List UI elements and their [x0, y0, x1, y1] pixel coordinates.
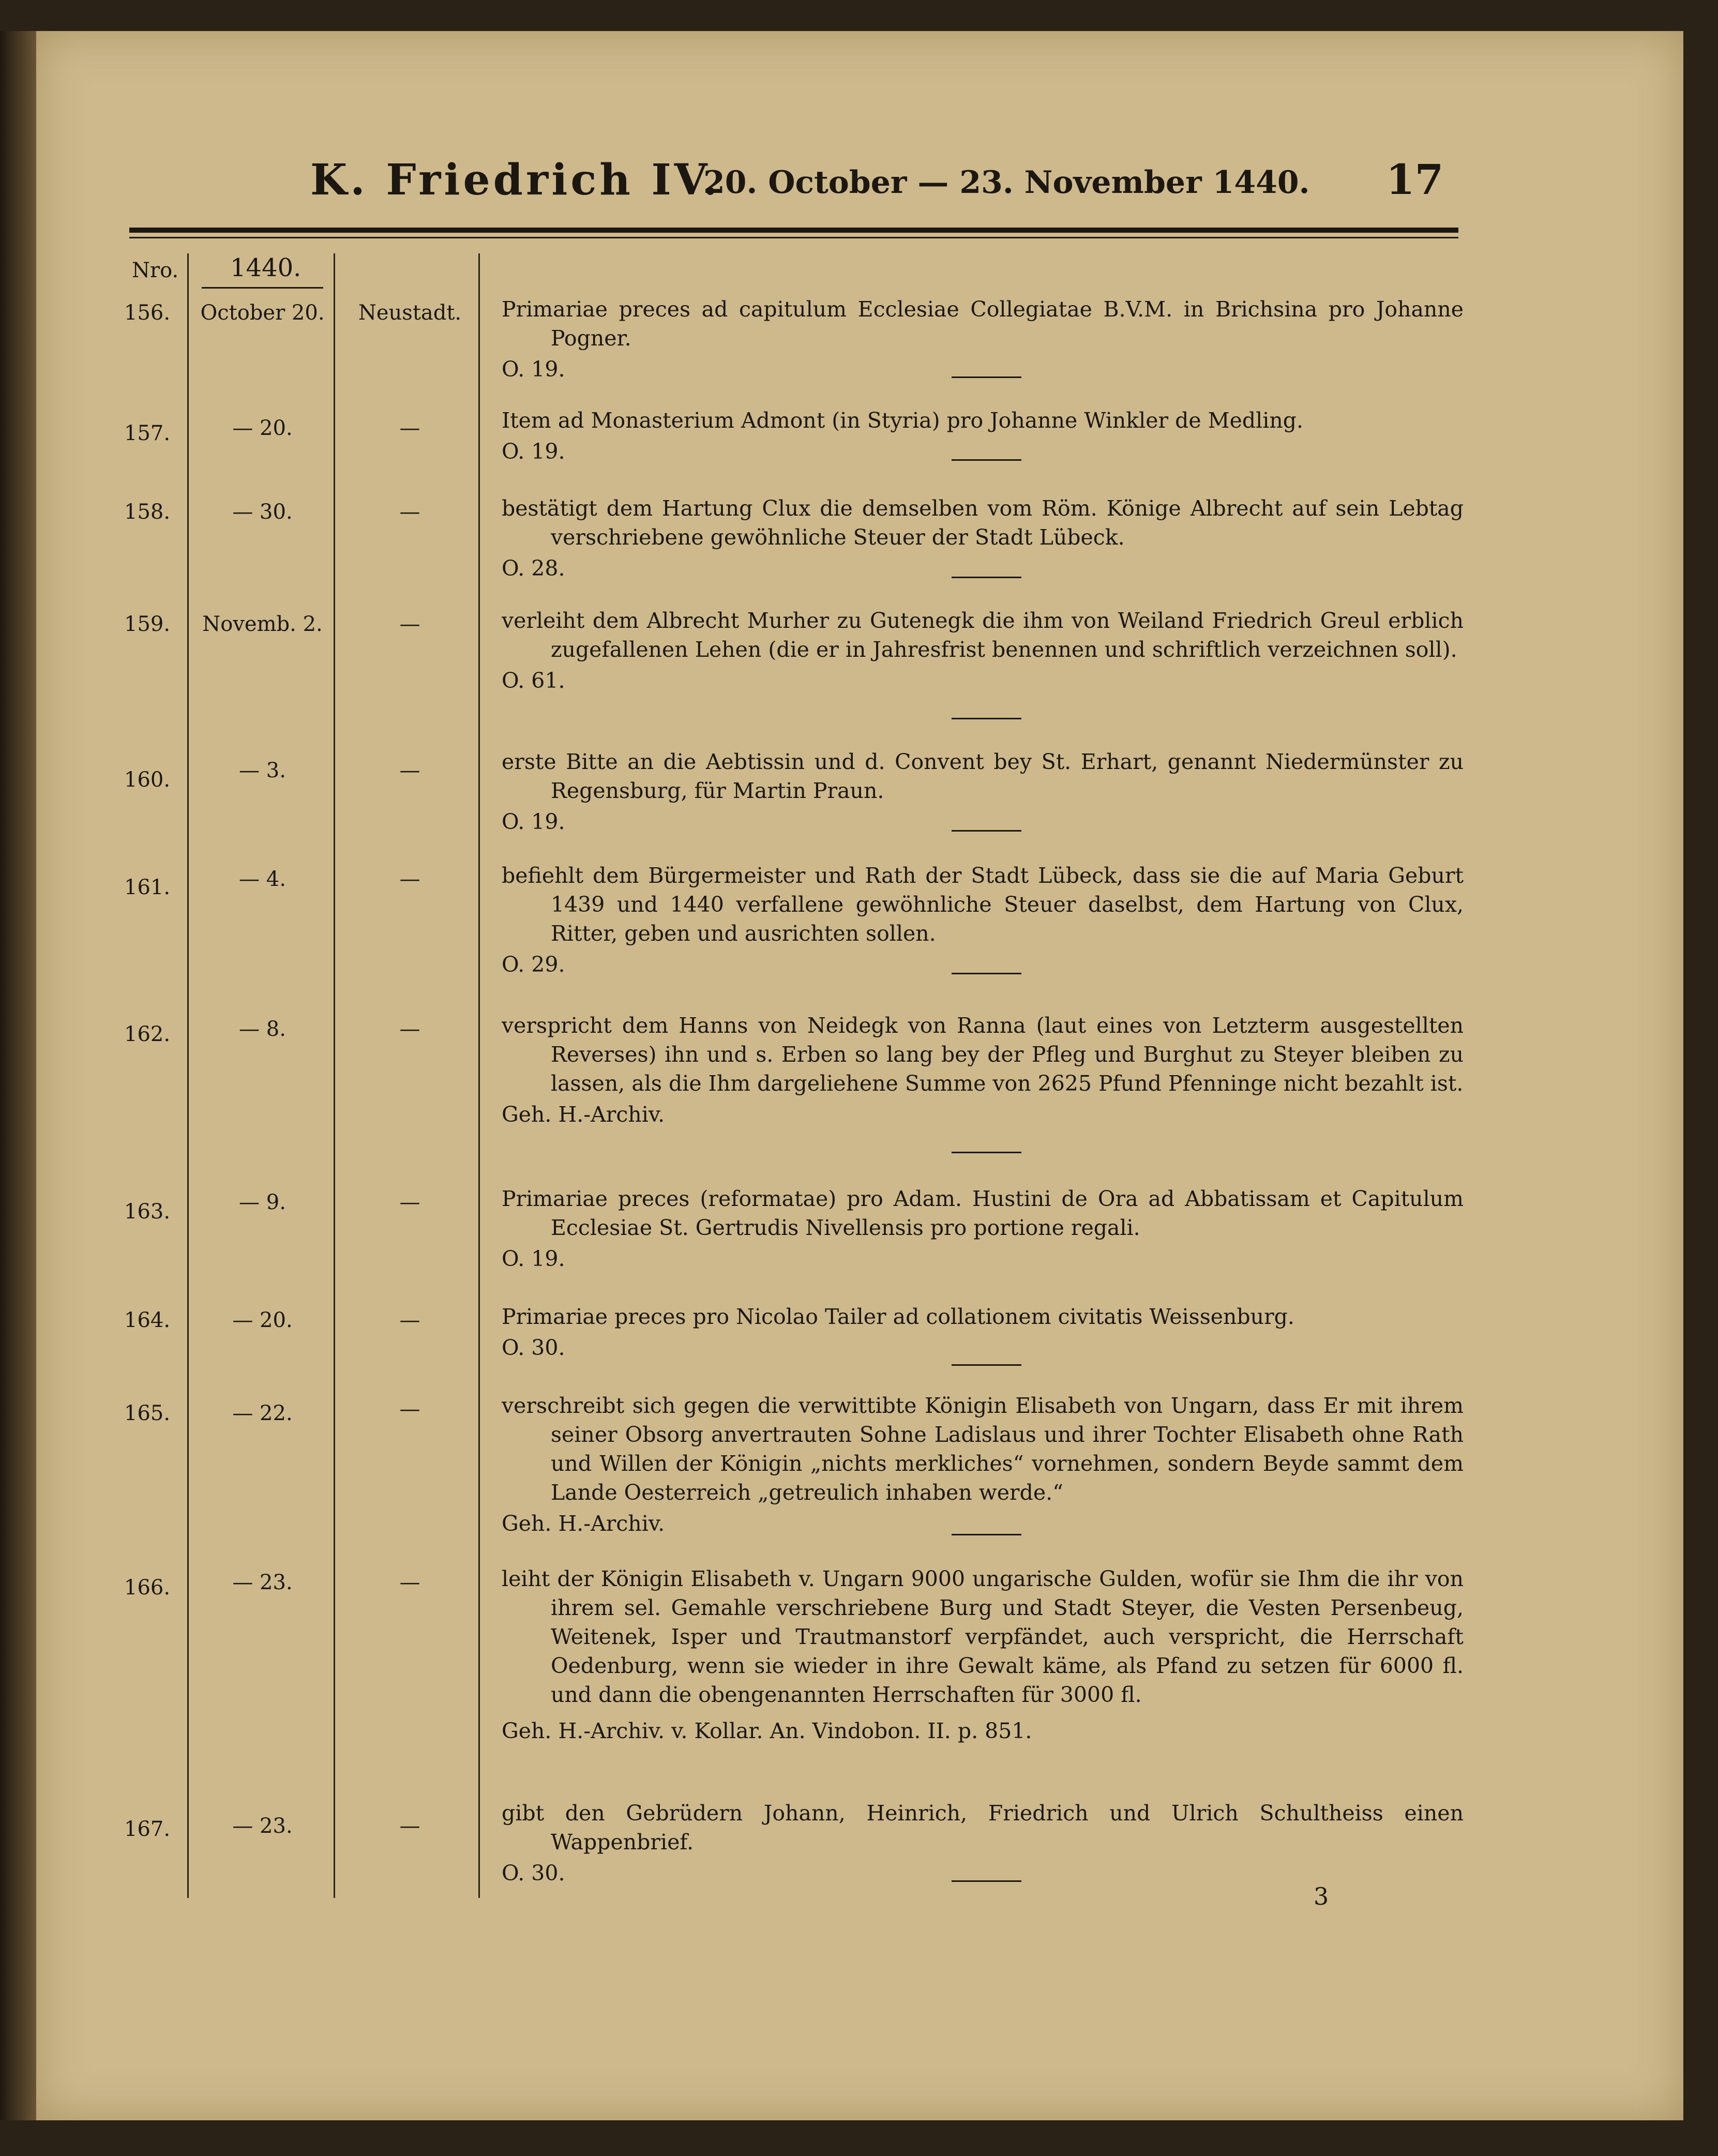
entry-number: 161.: [124, 876, 171, 899]
entry-place: —: [399, 1308, 420, 1332]
entry-text-block: [502, 1302, 1464, 1362]
entry-separator: [952, 1534, 1021, 1535]
entry-number: 160.: [124, 768, 171, 792]
entry-date: — 20.: [232, 1308, 293, 1332]
header-rule-thin: [129, 237, 1458, 238]
entry-number: 157.: [124, 421, 171, 445]
entry-place: —: [399, 1571, 420, 1594]
entry-source: O. 19.: [502, 357, 565, 382]
entry-source: Geh. H.-Archiv.: [502, 1102, 665, 1127]
entry-date: — 9.: [239, 1190, 286, 1214]
entry-source: Geh. H.-Archiv. v. Kollar. An. Vindobon. II. p. 851.: [502, 1718, 1032, 1743]
entry-place: —: [399, 1397, 420, 1421]
entry-text-block: [502, 861, 1464, 979]
column-head-nr: Nro.: [132, 259, 179, 282]
entry-text-block: [502, 1564, 1464, 1745]
entry-source: O. 28.: [502, 556, 565, 581]
entry-source: O. 19.: [502, 439, 565, 464]
column-divider: [334, 253, 335, 1898]
entry-place: —: [399, 1017, 420, 1041]
entry-number: 163.: [124, 1200, 171, 1224]
entry-text-block: [502, 1391, 1464, 1538]
entry-text: befiehlt dem Bürgermeister und Rath der Stadt Lübeck, dass sie die auf Maria Geburt 1439 und 1440 verfallene gewöhnliche Steuer daselbst, dem Hartung von Clux, Ritter, geben und ausrichten sollen.: [502, 863, 1464, 946]
entry-text: leiht der Königin Elisabeth v. Ungarn 9000 ungarische Gulden, wofür sie Ihm die ihr von ihrem sel. Gemahle verschriebene Burg und Stadt Steyer, die Vesten Persenbeug, Weitenek, Isper und Trautmanstorf verpfändet, auch verspricht, die Herrschaft Oedenburg, wenn sie wieder in ihre Gewalt käme, als Pfand zu setzen für 6000 fl. und dann die obengenannten Herrschaften für 3000 fl.: [502, 1566, 1464, 1707]
entry-date: — 3.: [239, 759, 286, 782]
entry-source: O. 19.: [502, 809, 565, 834]
entry-number: 167.: [124, 1817, 171, 1841]
entry-number: 162.: [124, 1022, 171, 1046]
entry-place: —: [399, 759, 420, 782]
entry-text: Primariae preces pro Nicolao Tailer ad collationem civitatis Weissenburg.: [502, 1304, 1294, 1329]
entry-text: verschreibt sich gegen die verwittibte Königin Elisabeth von Ungarn, dass Er mit ihrem seiner Obsorg anvertrauten Sohne Ladislaus und ihrer Tochter Elisabeth ohne Rath und Willen der Königin „nichts merkliches“ vornehmen, sondern Beyde sammt dem Lande Oesterreich „getreulich inhaben werde.“: [502, 1393, 1464, 1505]
entry-place: —: [399, 416, 420, 440]
entry-text-block: [502, 606, 1464, 695]
page-number: 17: [1386, 155, 1444, 204]
year-underline: [202, 287, 323, 289]
entry-source: O. 30.: [502, 1335, 565, 1360]
entry-text-block: [502, 1011, 1464, 1129]
entry-place: —: [399, 867, 420, 891]
entry-source: O. 19.: [502, 1246, 565, 1271]
entry-date: — 8.: [239, 1017, 286, 1041]
entry-number: 166.: [124, 1576, 171, 1600]
entry-place: —: [399, 500, 420, 524]
entry-text: Item ad Monasterium Admont (in Styria) pro Johanne Winkler de Medling.: [502, 408, 1304, 433]
entry-text-block: [502, 406, 1464, 466]
entry-separator: [952, 459, 1021, 461]
entry-place: —: [399, 1814, 420, 1838]
entry-separator: [952, 577, 1021, 578]
entry-date: — 23.: [232, 1814, 293, 1838]
entry-date: — 23.: [232, 1571, 293, 1594]
entry-number: 158.: [124, 500, 171, 524]
entry-separator: [952, 718, 1021, 719]
entry-text: verspricht dem Hanns von Neidegk von Ranna (laut eines von Letzterm ausgestellten Reverses) ihn und s. Erben so lang bey der Pfleg und Burghut zu Steyer bleiben zu lassen, als die Ihm dargeliehene Summe von 2625 Pfund Pfenninge nicht bezahlt ist.: [502, 1013, 1464, 1096]
page-header: [0, 134, 1718, 212]
column-head-year: 1440.: [230, 253, 302, 282]
entry-text: Primariae preces (reformatae) pro Adam. Hustini de Ora ad Abbatissam et Capitulum Ecclesiae St. Gertrudis Nivellensis pro portione regali.: [502, 1186, 1464, 1240]
entry-number: 164.: [124, 1308, 171, 1332]
entry-place: Neustadt.: [358, 301, 462, 325]
entry-date: — 20.: [232, 416, 293, 440]
entry-source: O. 29.: [502, 952, 565, 977]
entry-text: verleiht dem Albrecht Murher zu Gutenegk die ihm von Weiland Friedrich Greul erblich zugefallenen Lehen (die er in Jahresfrist benennen und schriftlich verzeichnen soll).: [502, 608, 1464, 662]
entry-separator: [952, 1880, 1021, 1882]
entry-separator: [952, 973, 1021, 974]
entry-source: O. 30.: [502, 1861, 565, 1886]
entry-text-block: [502, 295, 1464, 384]
entry-date: — 22.: [232, 1401, 293, 1425]
entry-text: gibt den Gebrüdern Johann, Heinrich, Friedrich und Ulrich Schultheiss einen Wappenbrief.: [502, 1801, 1464, 1855]
running-dates: 20. October — 23. November 1440.: [703, 164, 1310, 201]
entry-text-block: [502, 494, 1464, 583]
entry-date: October 20.: [200, 301, 325, 325]
entry-number: 156.: [124, 301, 171, 325]
book-gutter: [0, 31, 36, 2120]
entry-text: erste Bitte an die Aebtissin und d. Convent bey St. Erhart, genannt Niedermünster zu Regensburg, für Martin Praun.: [502, 749, 1464, 803]
entry-text: Primariae preces ad capitulum Ecclesiae Collegiatae B.V.M. in Brichsina pro Johanne Pogner.: [502, 297, 1464, 351]
entry-date: Novemb. 2.: [202, 612, 323, 636]
column-divider: [187, 253, 189, 1898]
entry-source: Geh. H.-Archiv.: [502, 1511, 665, 1536]
entry-text-block: [502, 747, 1464, 836]
entry-date: — 4.: [239, 867, 286, 891]
entry-text-block: [502, 1799, 1464, 1888]
entry-place: —: [399, 612, 420, 636]
entry-separator: [952, 1364, 1021, 1366]
entry-number: 159.: [124, 612, 171, 636]
running-title: K. Friedrich IV.: [310, 155, 721, 205]
entry-source: O. 61.: [502, 668, 565, 693]
entry-separator: [952, 376, 1021, 378]
entry-place: —: [399, 1190, 420, 1214]
entry-separator: [952, 830, 1021, 832]
entry-separator: [952, 1152, 1021, 1153]
entry-date: — 30.: [232, 500, 293, 524]
entry-text: bestätigt dem Hartung Clux die demselben vom Röm. Könige Albrecht auf sein Lebtag verschriebene gewöhnliche Steuer der Stadt Lübeck.: [502, 496, 1464, 550]
entry-number: 165.: [124, 1401, 171, 1425]
header-rule-thick: [129, 228, 1458, 233]
entry-text-block: [502, 1184, 1464, 1273]
column-divider: [478, 253, 480, 1898]
sheet-signature: 3: [1314, 1882, 1329, 1910]
